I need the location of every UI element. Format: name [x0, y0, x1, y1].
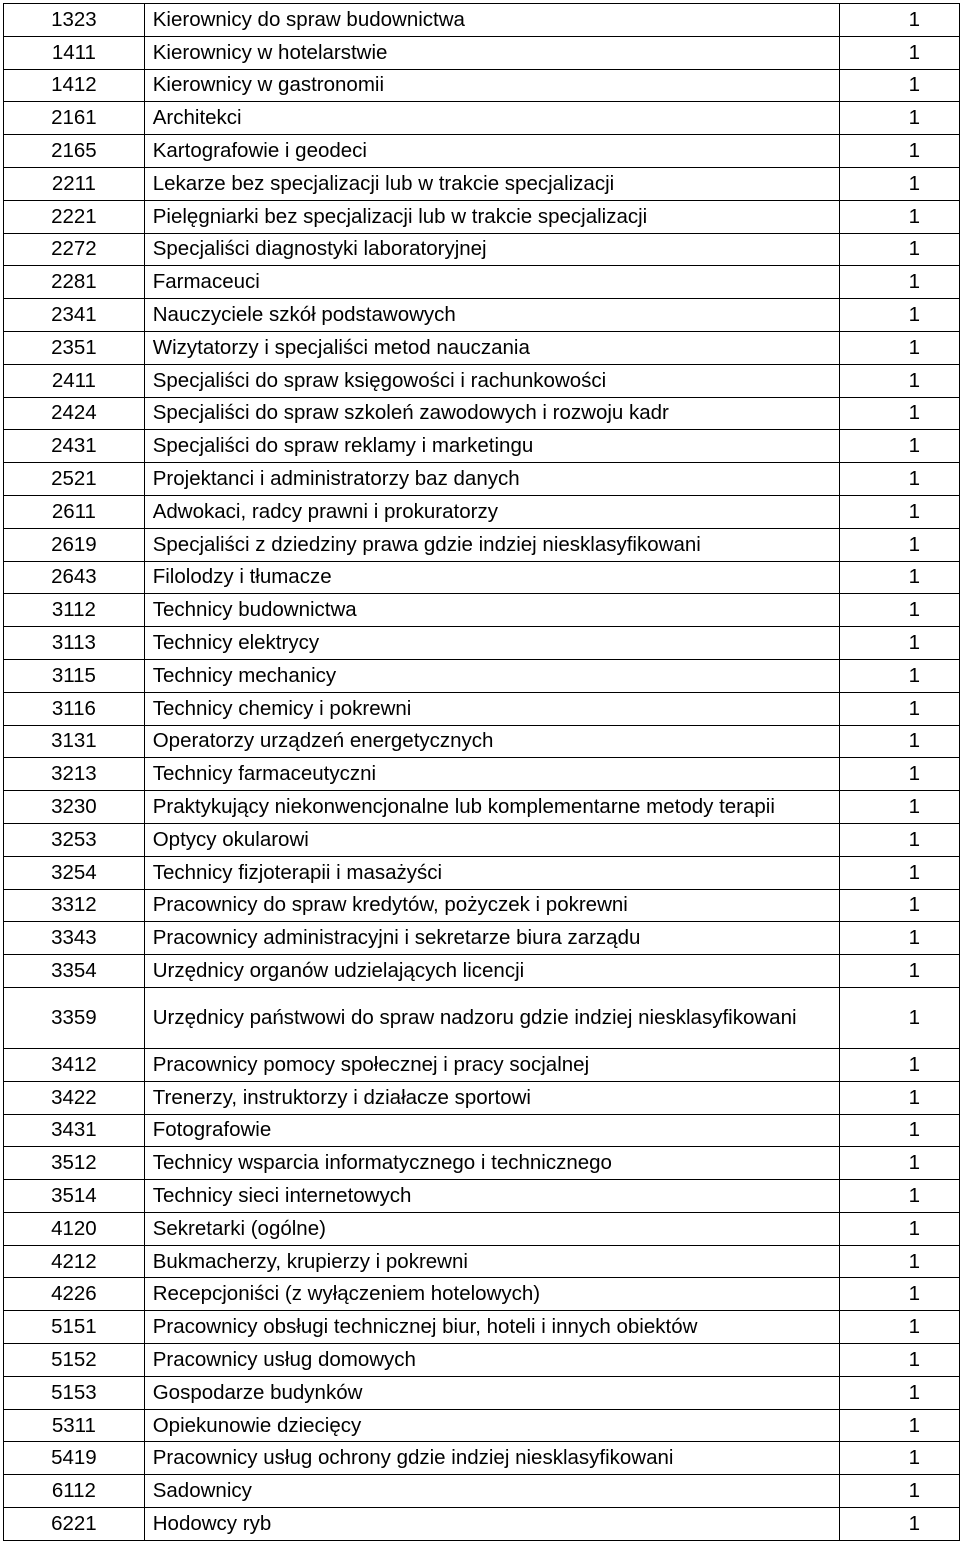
table-row — [4, 1081, 960, 1114]
table-row — [4, 1344, 960, 1377]
occupation-count-cell: 1 — [840, 1376, 960, 1409]
occupation-name-cell: Filolodzy i tłumacze — [144, 561, 840, 594]
table-row — [4, 1114, 960, 1147]
table-row — [4, 594, 960, 627]
occupation-count-cell: 1 — [840, 4, 960, 37]
occupation-count-cell: 1 — [840, 1442, 960, 1475]
occupation-code-cell: 2424 — [4, 397, 145, 430]
occupation-name-cell: Optycy okularowi — [144, 823, 840, 856]
occupation-count-cell: 1 — [840, 1311, 960, 1344]
occupation-name-cell: Nauczyciele szkół podstawowych — [144, 299, 840, 332]
occupation-count-cell: 1 — [840, 200, 960, 233]
occupation-name-cell: Pracownicy do spraw kredytów, pożyczek i pokrewni — [144, 889, 840, 922]
occupation-count-cell: 1 — [840, 692, 960, 725]
occupation-name-cell: Kierownicy w hotelarstwie — [144, 36, 840, 69]
occupation-count-cell: 1 — [840, 627, 960, 660]
occupation-count-cell: 1 — [840, 1278, 960, 1311]
occupation-code-cell: 2521 — [4, 463, 145, 496]
table-row — [4, 1180, 960, 1213]
occupation-code-cell: 3514 — [4, 1180, 145, 1213]
occupation-count-cell: 1 — [840, 233, 960, 266]
occupation-count-cell: 1 — [840, 528, 960, 561]
occupation-name-cell: Bukmacherzy, krupierzy i pokrewni — [144, 1245, 840, 1278]
occupation-name-cell: Technicy wsparcia informatycznego i technicznego — [144, 1147, 840, 1180]
occupation-code-cell: 3230 — [4, 791, 145, 824]
table-row — [4, 299, 960, 332]
occupation-code-cell: 1323 — [4, 4, 145, 37]
occupation-code-cell: 4212 — [4, 1245, 145, 1278]
occupation-code-cell: 5151 — [4, 1311, 145, 1344]
occupation-count-cell: 1 — [840, 102, 960, 135]
table-row — [4, 495, 960, 528]
table-row — [4, 135, 960, 168]
occupation-name-cell: Trenerzy, instruktorzy i działacze sportowi — [144, 1081, 840, 1114]
table-row — [4, 791, 960, 824]
occupation-code-cell: 2165 — [4, 135, 145, 168]
occupation-count-cell: 1 — [840, 889, 960, 922]
occupation-code-cell: 3131 — [4, 725, 145, 758]
occupation-name-cell: Specjaliści z dziedziny prawa gdzie indziej niesklasyfikowani — [144, 528, 840, 561]
table-row — [4, 167, 960, 200]
occupation-count-cell: 1 — [840, 987, 960, 1048]
occupation-name-cell: Urzędnicy organów udzielających licencji — [144, 955, 840, 988]
table-row — [4, 4, 960, 37]
table-row — [4, 1409, 960, 1442]
occupation-name-cell: Technicy sieci internetowych — [144, 1180, 840, 1213]
table-row — [4, 463, 960, 496]
occupation-code-cell: 3213 — [4, 758, 145, 791]
occupation-count-cell: 1 — [840, 922, 960, 955]
table-row — [4, 1508, 960, 1541]
occupation-name-cell: Technicy farmaceutyczni — [144, 758, 840, 791]
occupation-name-cell: Farmaceuci — [144, 266, 840, 299]
occupation-name-cell: Kierownicy do spraw budownictwa — [144, 4, 840, 37]
occupation-name-cell: Specjaliści do spraw szkoleń zawodowych i rozwoju kadr — [144, 397, 840, 430]
table-row — [4, 200, 960, 233]
occupation-code-cell: 2611 — [4, 495, 145, 528]
occupation-table-body — [4, 4, 960, 1541]
occupation-code-cell: 5153 — [4, 1376, 145, 1409]
table-row — [4, 233, 960, 266]
occupation-code-cell: 2411 — [4, 364, 145, 397]
table-row — [4, 1147, 960, 1180]
occupation-count-cell: 1 — [840, 725, 960, 758]
occupation-code-cell: 3253 — [4, 823, 145, 856]
occupation-code-cell: 5419 — [4, 1442, 145, 1475]
table-row — [4, 955, 960, 988]
table-row — [4, 692, 960, 725]
occupation-table — [3, 3, 960, 1541]
occupation-name-cell: Technicy budownictwa — [144, 594, 840, 627]
table-row — [4, 889, 960, 922]
table-row — [4, 1442, 960, 1475]
occupation-code-cell: 2221 — [4, 200, 145, 233]
occupation-count-cell: 1 — [840, 955, 960, 988]
table-row — [4, 1212, 960, 1245]
occupation-name-cell: Recepcjoniści (z wyłączeniem hotelowych) — [144, 1278, 840, 1311]
table-row — [4, 1048, 960, 1081]
occupation-code-cell: 2431 — [4, 430, 145, 463]
occupation-code-cell: 3112 — [4, 594, 145, 627]
occupation-name-cell: Operatorzy urządzeń energetycznych — [144, 725, 840, 758]
occupation-code-cell: 5311 — [4, 1409, 145, 1442]
occupation-name-cell: Architekci — [144, 102, 840, 135]
occupation-count-cell: 1 — [840, 36, 960, 69]
table-row — [4, 725, 960, 758]
occupation-count-cell: 1 — [840, 167, 960, 200]
table-row — [4, 364, 960, 397]
occupation-count-cell: 1 — [840, 561, 960, 594]
table-row — [4, 528, 960, 561]
occupation-code-cell: 3431 — [4, 1114, 145, 1147]
occupation-name-cell: Adwokaci, radcy prawni i prokuratorzy — [144, 495, 840, 528]
occupation-name-cell: Lekarze bez specjalizacji lub w trakcie specjalizacji — [144, 167, 840, 200]
occupation-count-cell: 1 — [840, 1508, 960, 1541]
occupation-name-cell: Pracownicy administracyjni i sekretarze biura zarządu — [144, 922, 840, 955]
occupation-count-cell: 1 — [840, 594, 960, 627]
occupation-count-cell: 1 — [840, 791, 960, 824]
occupation-code-cell: 1412 — [4, 69, 145, 102]
occupation-name-cell: Urzędnicy państwowi do spraw nadzoru gdzie indziej niesklasyfikowani — [144, 987, 840, 1048]
occupation-count-cell: 1 — [840, 69, 960, 102]
occupation-code-cell: 3113 — [4, 627, 145, 660]
occupation-count-cell: 1 — [840, 758, 960, 791]
table-row — [4, 36, 960, 69]
occupation-code-cell: 2281 — [4, 266, 145, 299]
occupation-code-cell: 2619 — [4, 528, 145, 561]
occupation-count-cell: 1 — [840, 659, 960, 692]
occupation-code-cell: 4120 — [4, 1212, 145, 1245]
table-row — [4, 856, 960, 889]
occupation-name-cell: Specjaliści do spraw księgowości i rachunkowości — [144, 364, 840, 397]
occupation-code-cell: 1411 — [4, 36, 145, 69]
occupation-name-cell: Technicy mechanicy — [144, 659, 840, 692]
occupation-count-cell: 1 — [840, 430, 960, 463]
occupation-name-cell: Pielęgniarki bez specjalizacji lub w trakcie specjalizacji — [144, 200, 840, 233]
occupation-name-cell: Sadownicy — [144, 1475, 840, 1508]
occupation-code-cell: 3116 — [4, 692, 145, 725]
occupation-code-cell: 2341 — [4, 299, 145, 332]
table-row — [4, 922, 960, 955]
occupation-code-cell: 2351 — [4, 331, 145, 364]
occupation-count-cell: 1 — [840, 1048, 960, 1081]
occupation-code-cell: 3312 — [4, 889, 145, 922]
occupation-name-cell: Sekretarki (ogólne) — [144, 1212, 840, 1245]
table-row — [4, 1311, 960, 1344]
occupation-code-cell: 4226 — [4, 1278, 145, 1311]
occupation-code-cell: 2161 — [4, 102, 145, 135]
occupation-name-cell: Kierownicy w gastronomii — [144, 69, 840, 102]
occupation-code-cell: 2211 — [4, 167, 145, 200]
occupation-count-cell: 1 — [840, 1180, 960, 1213]
table-row — [4, 561, 960, 594]
occupation-count-cell: 1 — [840, 1245, 960, 1278]
table-row — [4, 1475, 960, 1508]
table-row — [4, 758, 960, 791]
occupation-name-cell: Pracownicy obsługi technicznej biur, hoteli i innych obiektów — [144, 1311, 840, 1344]
occupation-name-cell: Wizytatorzy i specjaliści metod nauczania — [144, 331, 840, 364]
table-row — [4, 266, 960, 299]
occupation-code-cell: 6112 — [4, 1475, 145, 1508]
table-row — [4, 69, 960, 102]
occupation-code-cell: 3512 — [4, 1147, 145, 1180]
table-row — [4, 102, 960, 135]
table-row — [4, 659, 960, 692]
occupation-name-cell: Praktykujący niekonwencjonalne lub komplementarne metody terapii — [144, 791, 840, 824]
table-row — [4, 331, 960, 364]
occupation-name-cell: Specjaliści diagnostyki laboratoryjnej — [144, 233, 840, 266]
occupation-code-cell: 3359 — [4, 987, 145, 1048]
occupation-count-cell: 1 — [840, 1081, 960, 1114]
occupation-code-cell: 3254 — [4, 856, 145, 889]
occupation-name-cell: Opiekunowie dziecięcy — [144, 1409, 840, 1442]
occupation-name-cell: Pracownicy usług domowych — [144, 1344, 840, 1377]
occupation-name-cell: Fotografowie — [144, 1114, 840, 1147]
occupation-count-cell: 1 — [840, 1212, 960, 1245]
occupation-code-cell: 3343 — [4, 922, 145, 955]
occupation-count-cell: 1 — [840, 299, 960, 332]
table-row — [4, 627, 960, 660]
occupation-count-cell: 1 — [840, 463, 960, 496]
occupation-name-cell: Specjaliści do spraw reklamy i marketingu — [144, 430, 840, 463]
occupation-name-cell: Pracownicy usług ochrony gdzie indziej niesklasyfikowani — [144, 1442, 840, 1475]
occupation-count-cell: 1 — [840, 364, 960, 397]
table-row — [4, 1376, 960, 1409]
occupation-code-cell: 3354 — [4, 955, 145, 988]
table-row — [4, 823, 960, 856]
occupation-count-cell: 1 — [840, 1475, 960, 1508]
occupation-count-cell: 1 — [840, 1409, 960, 1442]
document-page — [3, 3, 960, 1541]
occupation-name-cell: Kartografowie i geodeci — [144, 135, 840, 168]
occupation-code-cell: 3115 — [4, 659, 145, 692]
table-row — [4, 430, 960, 463]
occupation-count-cell: 1 — [840, 397, 960, 430]
occupation-count-cell: 1 — [840, 135, 960, 168]
occupation-name-cell: Technicy chemicy i pokrewni — [144, 692, 840, 725]
occupation-count-cell: 1 — [840, 1114, 960, 1147]
occupation-code-cell: 2272 — [4, 233, 145, 266]
occupation-code-cell: 2643 — [4, 561, 145, 594]
occupation-code-cell: 6221 — [4, 1508, 145, 1541]
occupation-count-cell: 1 — [840, 1344, 960, 1377]
occupation-name-cell: Pracownicy pomocy społecznej i pracy socjalnej — [144, 1048, 840, 1081]
occupation-name-cell: Projektanci i administratorzy baz danych — [144, 463, 840, 496]
occupation-code-cell: 3412 — [4, 1048, 145, 1081]
occupation-name-cell: Gospodarze budynków — [144, 1376, 840, 1409]
occupation-name-cell: Technicy fizjoterapii i masażyści — [144, 856, 840, 889]
occupation-count-cell: 1 — [840, 331, 960, 364]
occupation-name-cell: Hodowcy ryb — [144, 1508, 840, 1541]
occupation-code-cell: 5152 — [4, 1344, 145, 1377]
occupation-code-cell: 3422 — [4, 1081, 145, 1114]
table-row — [4, 1278, 960, 1311]
occupation-count-cell: 1 — [840, 266, 960, 299]
occupation-count-cell: 1 — [840, 495, 960, 528]
table-row — [4, 397, 960, 430]
table-row — [4, 987, 960, 1048]
occupation-count-cell: 1 — [840, 856, 960, 889]
occupation-count-cell: 1 — [840, 823, 960, 856]
table-row — [4, 1245, 960, 1278]
occupation-name-cell: Technicy elektrycy — [144, 627, 840, 660]
occupation-count-cell: 1 — [840, 1147, 960, 1180]
